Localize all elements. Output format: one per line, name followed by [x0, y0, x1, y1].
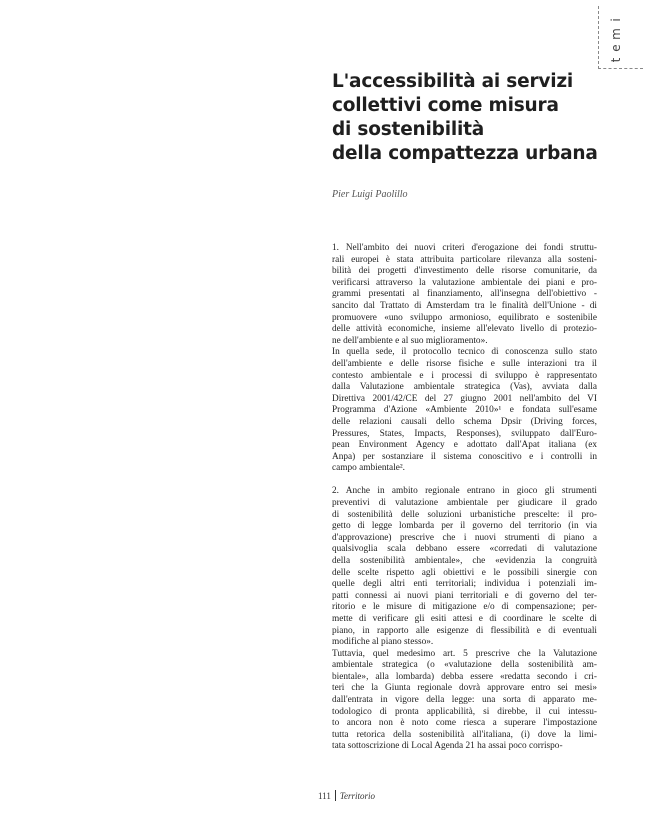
title-line: collettivi come misura — [332, 95, 559, 116]
text-line: rali europei è stata attribuita particolare rilevanza alla sosteni- — [332, 254, 597, 265]
text-line: Anpa) per sostanziare il sistema conoscitivo e i controlli in — [332, 451, 597, 462]
text-line: verificarsi attraverso la valutazione ambientale dei piani e pro- — [332, 277, 597, 288]
paragraph — [332, 649, 597, 753]
text-line: quelle degli altri enti territoriali; individua i potenziali im- — [332, 579, 597, 590]
text-line: delle scelte rispetto agli obiettivi e le possibili sinergie con — [332, 567, 597, 578]
page-footer — [318, 790, 375, 801]
text-line: mette di verificare gli esiti attesi e di coordinare le scelte di — [332, 613, 597, 624]
magazine-name: Territorio — [339, 791, 376, 801]
text-line: modifiche al piano stesso». — [332, 637, 434, 648]
text-line: preventivi di valutazione ambientale per giudicare il grado — [332, 497, 597, 508]
text-line: pean Environment Agency e adottato dall'Apat italiana (ex — [332, 440, 597, 451]
title-line: L'accessibilità ai servizi — [332, 71, 574, 92]
section-tab-letter: m — [609, 28, 623, 40]
text-line: campo ambientale². — [332, 463, 405, 474]
text-line: ambientale strategica (o «valutazione della sostenibilità am- — [332, 660, 597, 671]
section-tab-letter: e — [609, 44, 623, 52]
text-line: della sostenibilità ambientale», che «evidenzia la congruità — [332, 555, 597, 566]
text-line: 1. Nell'ambito dei nuovi criteri d'erogazione dei fondi struttu- — [332, 243, 597, 253]
section-tab — [598, 6, 643, 69]
text-line: Direttiva 2001/42/CE del 27 giugno 2001 nell'ambito del VI — [332, 393, 597, 404]
text-line: Pressures, States, Impacts, Responses), sviluppato dall'Euro- — [332, 428, 597, 439]
text-line: d'approvazione) prescrive che i nuovi strumenti di piano a — [332, 532, 597, 543]
text-line: ne dell'ambiente e al suo miglioramento». — [332, 335, 488, 346]
text-line: tutta retorica della sostenibilità all'italiana, (i) dove la limi- — [332, 729, 597, 740]
text-line: contesto ambientale e i processi di sviluppo è rappresentato — [332, 370, 597, 381]
text-line: delle relazioni causali dello schema Dpsir (Driving forces, — [332, 416, 597, 427]
text-line: dell'ambiente e delle risorse fisiche e sulle interazioni tra il — [332, 358, 597, 369]
text-line: promuovere «uno sviluppo armonioso, equilibrato e sostenibile — [332, 312, 597, 323]
text-line: teri che la Giunta regionale dovrà approvare entro sei mesi» — [332, 683, 597, 694]
paragraph — [332, 243, 597, 347]
section-tab-letter: t — [609, 57, 623, 63]
section-tab-letter: i — [609, 18, 623, 22]
text-line: di sostenibilità delle soluzioni urbanistiche prescelte: il pro- — [332, 509, 597, 520]
text-line: tata sottoscrizione di Local Agenda 21 ha assai poco corrispo- — [332, 741, 563, 752]
text-line: todologico di pronta applicabilità, si direbbe, il cui intessu- — [332, 706, 597, 717]
text-line: 2. Anche in ambito regionale entrano in gioco gli strumenti — [332, 486, 597, 497]
text-line: grammi presentati al finanziamento, all'insegna dell'obiettivo - — [332, 289, 597, 300]
title-line: di sostenibilità — [332, 119, 485, 140]
text-line: dalla Valutazione ambientale strategica (Vas), avviata dalla — [332, 382, 597, 393]
paragraph-gap — [332, 475, 597, 487]
text-line: Programma d'Azione «Ambiente 2010»¹ e fondata sull'esame — [332, 405, 597, 416]
paragraph — [332, 347, 597, 475]
text-line: piano, in rapporto alle esigenze di flessibilità e di eventuali — [332, 625, 597, 636]
text-line: bilità dei progetti d'investimento delle risorse comunitarie, da — [332, 266, 597, 277]
text-line: delle attività economiche, insieme all'elevato livello di protezio- — [332, 324, 597, 335]
text-line: patti connessi ai nuovi piani territoriali e di governo del ter- — [332, 590, 597, 601]
text-line: dall'entrata in vigore della legge: una sorta di apparato me- — [332, 695, 597, 706]
article-body — [332, 243, 597, 753]
author-name: Pier Luigi Paolillo — [332, 189, 408, 200]
paragraph — [332, 486, 597, 648]
text-line: to ancora non è noto come riesca a superare l'impostazione — [332, 718, 597, 729]
text-line: qualsivoglia scala debbano essere «corredati di valutazione — [332, 544, 597, 555]
text-line: sancito dal Trattato di Amsterdam tra le finalità dell'Unione - di — [332, 300, 597, 311]
footer-separator — [335, 790, 336, 801]
text-line: bientale», alla lombarda) debba essere «redatta secondo i cri- — [332, 671, 597, 682]
text-line: getto di legge lombarda per il governo del territorio (in via — [332, 521, 597, 532]
title-line: della compattezza urbana — [332, 143, 598, 164]
page-number: 111 — [318, 791, 331, 801]
text-line: In quella sede, il protocollo tecnico di conoscenza sullo stato — [332, 347, 597, 358]
text-line: Tuttavia, quel medesimo art. 5 prescrive che la Valutazione — [332, 648, 597, 659]
text-line: ritorio e le misure di mitigazione e/o di compensazione; per- — [332, 602, 597, 613]
article-title — [332, 70, 632, 166]
